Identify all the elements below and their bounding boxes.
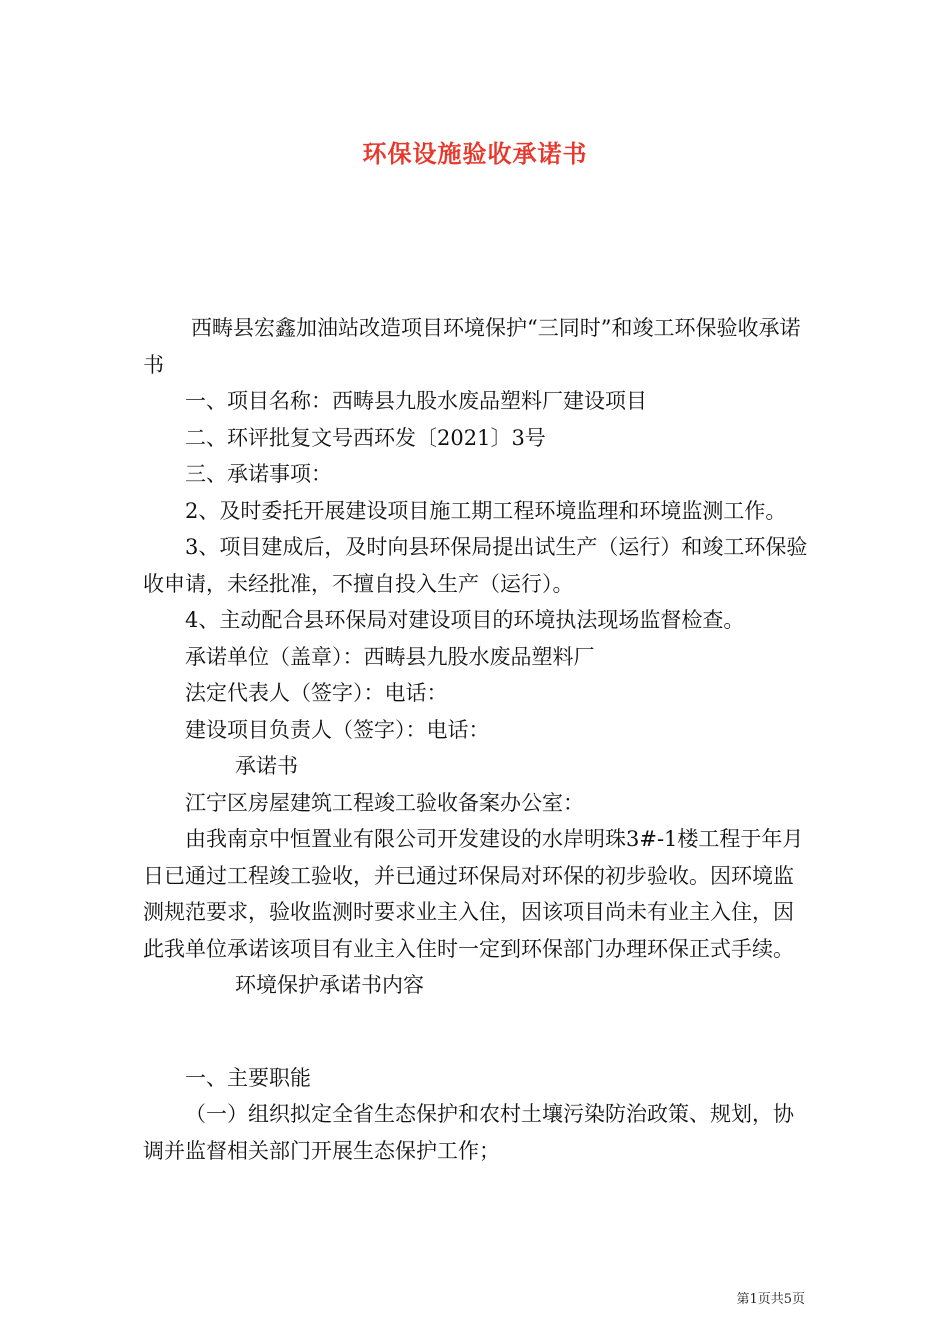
page-number: 第1页共5页 <box>736 1292 805 1307</box>
paragraph-legal-representative: 法定代表人（签字）：电话： <box>185 681 448 705</box>
paragraph-intro: 西畴县宏鑫加油站改造项目环境保护“三同时”和竣工环保验收承诺书 <box>143 316 801 377</box>
paragraph-project-manager: 建设项目负责人（签字）：电话： <box>185 717 490 742</box>
document-body <box>143 310 811 1169</box>
document-title: 环保设施验收承诺书 <box>362 139 588 168</box>
paragraph-approval-number: 二、环评批复文号西环发〔2021〕3号 <box>185 425 546 450</box>
blank-space <box>143 1004 811 1060</box>
paragraph-commitment-3: 3、项目建成后，及时向县环保局提出试生产（运行）和竣工环保验收申请，未经批准，不擅自投入生产（运行）。 <box>143 535 808 596</box>
paragraph-committing-unit: 承诺单位（盖章）：西畴县九股水废品塑料厂 <box>185 644 595 669</box>
paragraph-addressee: 江宁区房屋建筑工程竣工验收备案办公室： <box>185 790 584 815</box>
paragraph-function-1: （一）组织拟定全省生态保护和农村土壤污染防治政策、规划，协调并监督相关部门开展生态保护工作； <box>143 1102 794 1163</box>
paragraph-commitments-heading: 三、承诺事项： <box>185 462 332 486</box>
subheading-commitment-letter: 承诺书 <box>235 754 298 778</box>
paragraph-commitment-2: 2、及时委托开展建设项目施工期工程环境监理和环境监测工作。 <box>185 498 787 523</box>
paragraph-project-name: 一、项目名称：西畴县九股水废品塑料厂建设项目 <box>185 389 647 413</box>
heading-main-functions: 一、主要职能 <box>185 1065 311 1090</box>
paragraph-letter-body: 由我南京中恒置业有限公司开发建设的水岸明珠3#-1楼工程于年月日已通过工程竣工验收，并已通过环保局对环保的初步验收。因环境监测规范要求，验收监测时要求业主入住，因该项目尚未有业主入住，因此我单位承诺该项目有业主入住时一定到环保部门办理环保正式手续。 <box>143 827 804 961</box>
paragraph-commitment-4: 4、主动配合县环保局对建设项目的环境执法现场监督检查。 <box>185 608 745 632</box>
subheading-env-commitment-content: 环境保护承诺书内容 <box>235 973 424 997</box>
